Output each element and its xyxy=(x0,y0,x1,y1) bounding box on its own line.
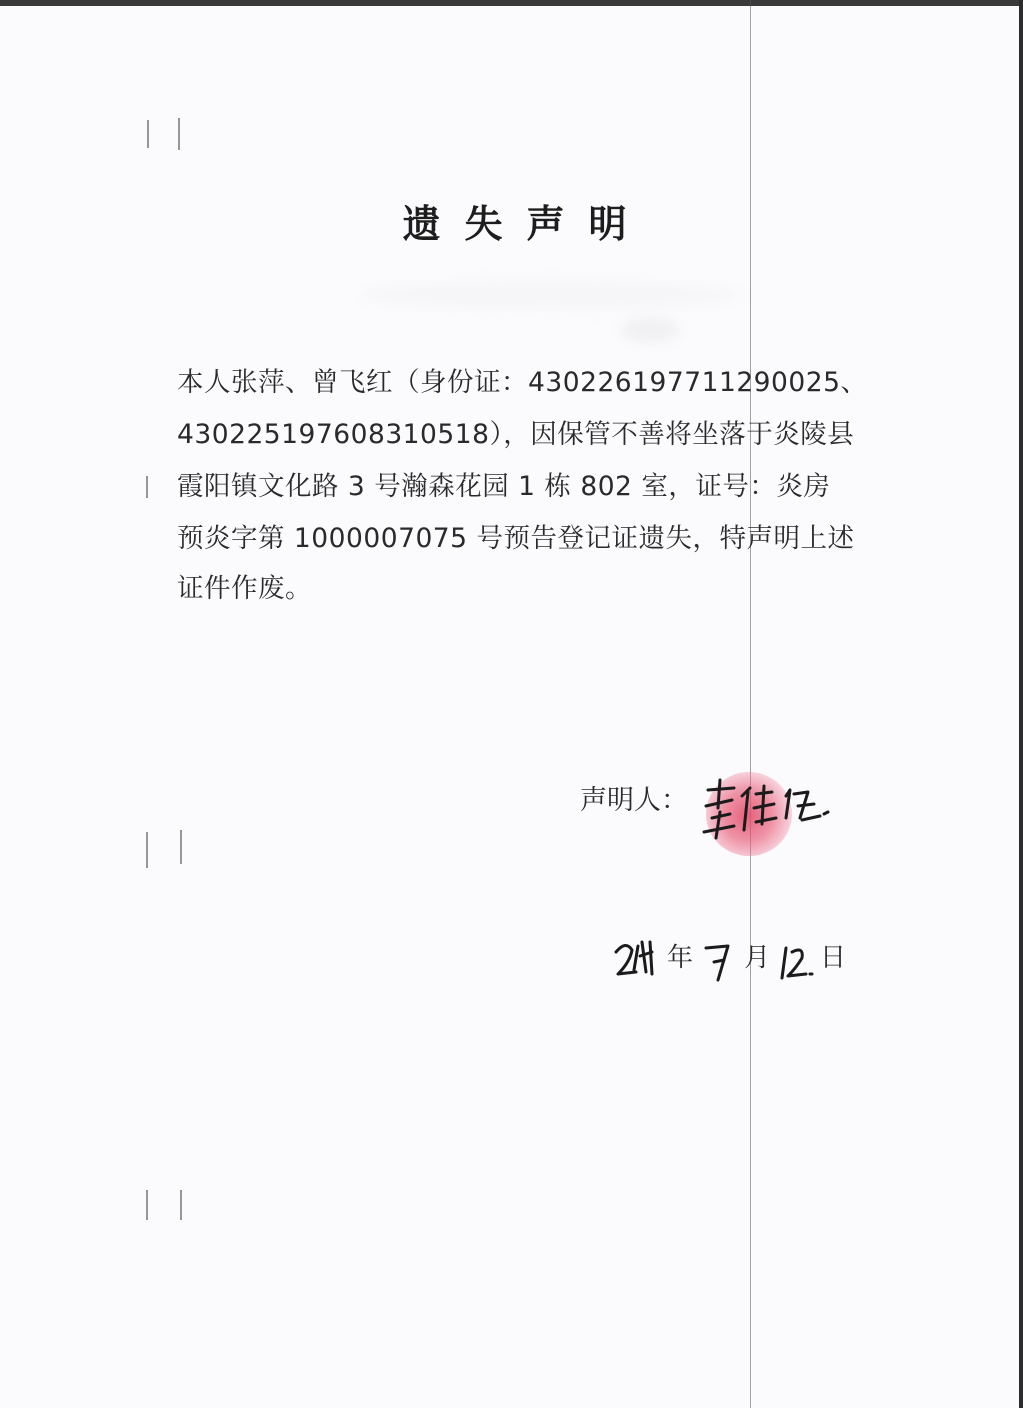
margin-mark xyxy=(146,832,148,868)
margin-mark xyxy=(178,118,180,150)
paper-smudge xyxy=(360,280,740,310)
document-title: 遗失声明 xyxy=(402,201,651,246)
body-line-2: 430225197608310518），因保管不善将坐落于炎陵县 xyxy=(177,419,855,450)
margin-mark xyxy=(180,1190,182,1220)
body-line-3: 霞阳镇文化路 3 号瀚森花园 1 栋 802 室，证号：炎房 xyxy=(177,471,831,502)
month-unit: 月 xyxy=(744,943,771,973)
year-unit: 年 xyxy=(667,943,694,973)
margin-mark xyxy=(146,1190,148,1220)
paper-smudge xyxy=(620,318,680,342)
margin-mark xyxy=(146,476,148,498)
handwritten-signature xyxy=(690,768,840,858)
declarant-label: 声明人： xyxy=(580,785,688,816)
handwritten-date xyxy=(606,930,846,990)
day-unit: 日 xyxy=(820,943,847,973)
margin-mark xyxy=(180,830,182,864)
body-line-4: 预炎字第 1000007075 号预告登记证遗失，特声明上述 xyxy=(177,523,855,554)
scan-top-edge xyxy=(0,0,1023,6)
margin-mark xyxy=(147,120,149,148)
body-line-1: 本人张萍、曾飞红（身份证：430226197711290025、 xyxy=(177,367,868,398)
body-line-5: 证件作废。 xyxy=(177,573,312,604)
